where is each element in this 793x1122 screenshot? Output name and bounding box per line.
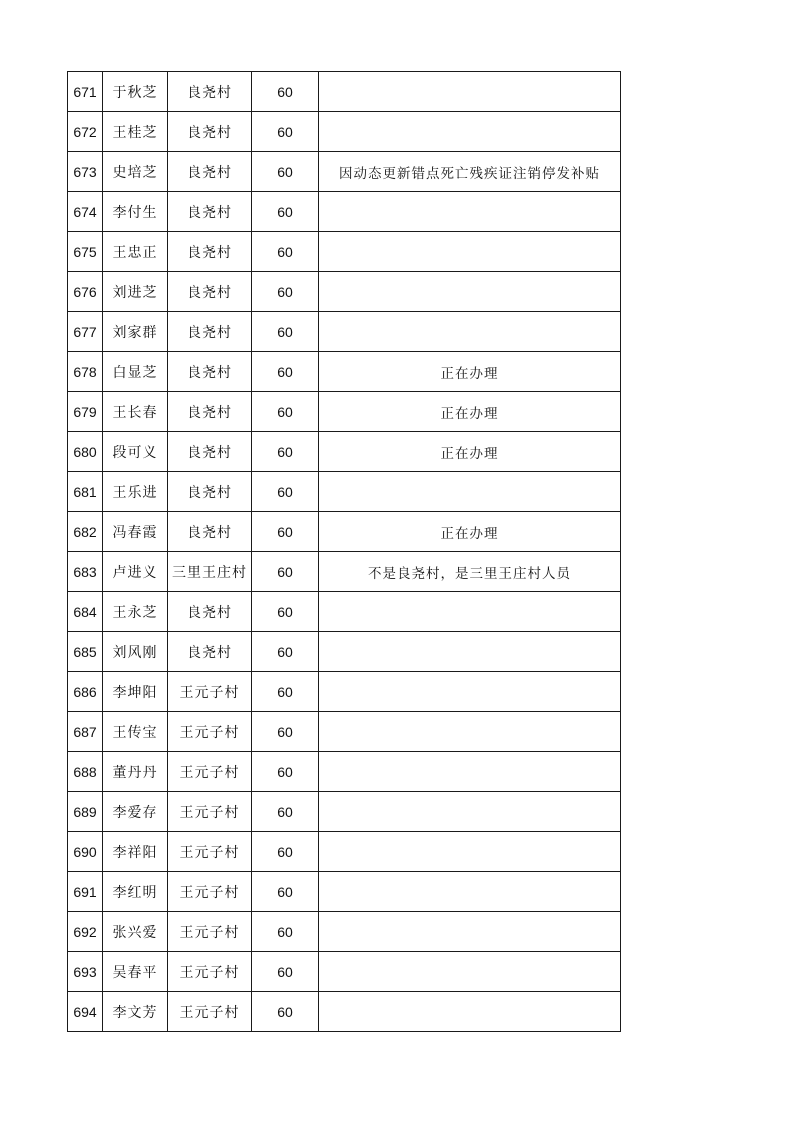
village-cell: 王元子村 — [168, 912, 252, 952]
table-row — [68, 992, 621, 1032]
name-cell: 王传宝 — [103, 712, 168, 752]
name-cell: 白显芝 — [103, 352, 168, 392]
table-row — [68, 792, 621, 832]
village-cell: 良尧村 — [168, 112, 252, 152]
note-cell — [319, 832, 621, 872]
village-cell: 良尧村 — [168, 272, 252, 312]
table-row — [68, 832, 621, 872]
amount-cell: 60 — [252, 792, 319, 832]
table-row — [68, 912, 621, 952]
amount-cell: 60 — [252, 472, 319, 512]
table-row — [68, 352, 621, 392]
name-cell: 董丹丹 — [103, 752, 168, 792]
note-cell: 正在办理 — [319, 512, 621, 552]
row-number-cell: 689 — [68, 792, 103, 832]
row-number-cell: 685 — [68, 632, 103, 672]
amount-cell: 60 — [252, 832, 319, 872]
village-cell: 良尧村 — [168, 432, 252, 472]
note-cell — [319, 72, 621, 112]
amount-cell: 60 — [252, 192, 319, 232]
note-cell — [319, 672, 621, 712]
row-number-cell: 688 — [68, 752, 103, 792]
row-number-cell: 680 — [68, 432, 103, 472]
note-cell — [319, 752, 621, 792]
amount-cell: 60 — [252, 992, 319, 1032]
table-row — [68, 552, 621, 592]
name-cell: 于秋芝 — [103, 72, 168, 112]
name-cell: 冯春霞 — [103, 512, 168, 552]
row-number-cell: 683 — [68, 552, 103, 592]
amount-cell: 60 — [252, 432, 319, 472]
row-number-cell: 684 — [68, 592, 103, 632]
row-number-cell: 676 — [68, 272, 103, 312]
note-cell — [319, 992, 621, 1032]
table-row — [68, 752, 621, 792]
village-cell: 良尧村 — [168, 512, 252, 552]
name-cell: 吴春平 — [103, 952, 168, 992]
row-number-cell: 675 — [68, 232, 103, 272]
table-row — [68, 272, 621, 312]
name-cell: 李付生 — [103, 192, 168, 232]
table-body — [68, 72, 621, 1032]
amount-cell: 60 — [252, 752, 319, 792]
amount-cell: 60 — [252, 352, 319, 392]
row-number-cell: 690 — [68, 832, 103, 872]
village-cell: 良尧村 — [168, 592, 252, 632]
row-number-cell: 692 — [68, 912, 103, 952]
row-number-cell: 691 — [68, 872, 103, 912]
village-cell: 良尧村 — [168, 352, 252, 392]
row-number-cell: 681 — [68, 472, 103, 512]
name-cell: 史培芝 — [103, 152, 168, 192]
name-cell: 李坤阳 — [103, 672, 168, 712]
row-number-cell: 674 — [68, 192, 103, 232]
row-number-cell: 678 — [68, 352, 103, 392]
note-cell: 正在办理 — [319, 352, 621, 392]
note-cell — [319, 232, 621, 272]
row-number-cell: 686 — [68, 672, 103, 712]
village-cell: 王元子村 — [168, 712, 252, 752]
row-number-cell: 694 — [68, 992, 103, 1032]
name-cell: 王永芝 — [103, 592, 168, 632]
amount-cell: 60 — [252, 712, 319, 752]
table-row — [68, 512, 621, 552]
note-cell — [319, 792, 621, 832]
village-cell: 王元子村 — [168, 752, 252, 792]
row-number-cell: 693 — [68, 952, 103, 992]
note-cell — [319, 192, 621, 232]
village-cell: 王元子村 — [168, 872, 252, 912]
name-cell: 王桂芝 — [103, 112, 168, 152]
table-row — [68, 632, 621, 672]
name-cell: 刘风刚 — [103, 632, 168, 672]
village-cell: 良尧村 — [168, 232, 252, 272]
note-cell: 因动态更新错点死亡残疾证注销停发补贴 — [319, 152, 621, 192]
amount-cell: 60 — [252, 872, 319, 912]
amount-cell: 60 — [252, 72, 319, 112]
village-cell: 良尧村 — [168, 472, 252, 512]
village-cell: 三里王庄村 — [168, 552, 252, 592]
note-cell — [319, 312, 621, 352]
name-cell: 刘家群 — [103, 312, 168, 352]
amount-cell: 60 — [252, 152, 319, 192]
village-cell: 王元子村 — [168, 792, 252, 832]
table-row — [68, 112, 621, 152]
amount-cell: 60 — [252, 632, 319, 672]
name-cell: 李文芳 — [103, 992, 168, 1032]
village-cell: 良尧村 — [168, 192, 252, 232]
table-row — [68, 72, 621, 112]
row-number-cell: 672 — [68, 112, 103, 152]
village-cell: 王元子村 — [168, 952, 252, 992]
table-row — [68, 872, 621, 912]
amount-cell: 60 — [252, 672, 319, 712]
amount-cell: 60 — [252, 272, 319, 312]
note-cell — [319, 472, 621, 512]
table-row — [68, 592, 621, 632]
row-number-cell: 673 — [68, 152, 103, 192]
row-number-cell: 677 — [68, 312, 103, 352]
note-cell — [319, 912, 621, 952]
subsidy-table — [67, 71, 621, 1032]
row-number-cell: 682 — [68, 512, 103, 552]
amount-cell: 60 — [252, 552, 319, 592]
note-cell — [319, 952, 621, 992]
name-cell: 李红明 — [103, 872, 168, 912]
note-cell: 不是良尧村，是三里王庄村人员 — [319, 552, 621, 592]
name-cell: 王乐进 — [103, 472, 168, 512]
note-cell: 正在办理 — [319, 432, 621, 472]
village-cell: 王元子村 — [168, 992, 252, 1032]
note-cell — [319, 112, 621, 152]
table-row — [68, 952, 621, 992]
amount-cell: 60 — [252, 512, 319, 552]
village-cell: 良尧村 — [168, 312, 252, 352]
village-cell: 王元子村 — [168, 832, 252, 872]
note-cell: 正在办理 — [319, 392, 621, 432]
amount-cell: 60 — [252, 312, 319, 352]
table-row — [68, 472, 621, 512]
name-cell: 王长春 — [103, 392, 168, 432]
table-row — [68, 712, 621, 752]
name-cell: 张兴爱 — [103, 912, 168, 952]
village-cell: 良尧村 — [168, 152, 252, 192]
name-cell: 卢进义 — [103, 552, 168, 592]
amount-cell: 60 — [252, 392, 319, 432]
row-number-cell: 671 — [68, 72, 103, 112]
name-cell: 李祥阳 — [103, 832, 168, 872]
note-cell — [319, 712, 621, 752]
amount-cell: 60 — [252, 912, 319, 952]
table-row — [68, 232, 621, 272]
table-row — [68, 152, 621, 192]
table-row — [68, 192, 621, 232]
name-cell: 刘进芝 — [103, 272, 168, 312]
table-row — [68, 312, 621, 352]
row-number-cell: 679 — [68, 392, 103, 432]
village-cell: 王元子村 — [168, 672, 252, 712]
table-row — [68, 392, 621, 432]
village-cell: 良尧村 — [168, 72, 252, 112]
village-cell: 良尧村 — [168, 392, 252, 432]
amount-cell: 60 — [252, 232, 319, 272]
amount-cell: 60 — [252, 952, 319, 992]
name-cell: 王忠正 — [103, 232, 168, 272]
note-cell — [319, 272, 621, 312]
table-row — [68, 672, 621, 712]
note-cell — [319, 592, 621, 632]
note-cell — [319, 872, 621, 912]
amount-cell: 60 — [252, 592, 319, 632]
amount-cell: 60 — [252, 112, 319, 152]
name-cell: 李爱存 — [103, 792, 168, 832]
name-cell: 段可义 — [103, 432, 168, 472]
note-cell — [319, 632, 621, 672]
row-number-cell: 687 — [68, 712, 103, 752]
village-cell: 良尧村 — [168, 632, 252, 672]
table-row — [68, 432, 621, 472]
